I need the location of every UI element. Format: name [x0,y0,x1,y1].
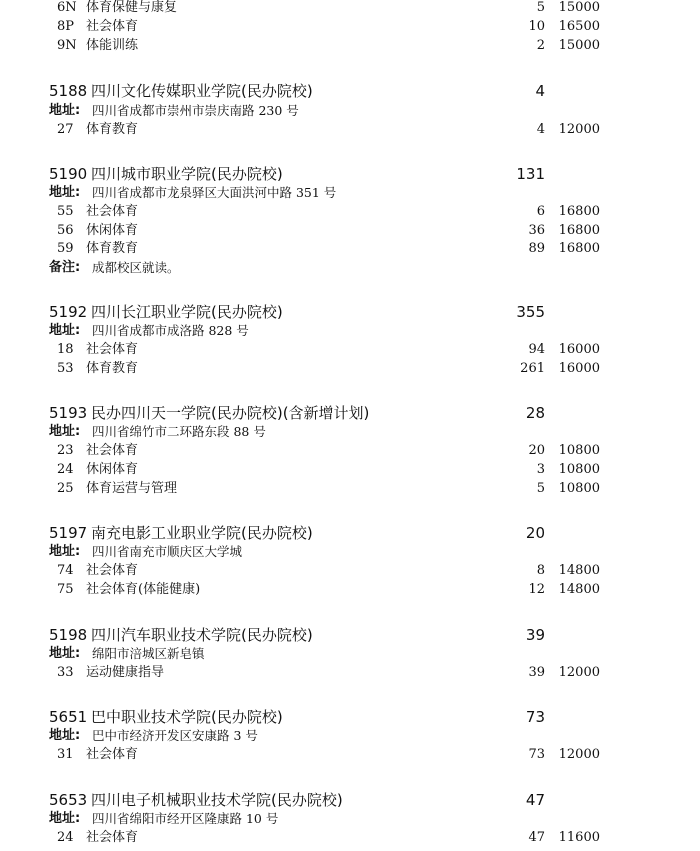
program-fee: 12000 [558,747,600,762]
address-label: 地址: [49,544,81,559]
school-name: 四川电子机械职业技术学院(民办院校) [91,791,343,809]
program-fee: 16500 [558,19,600,34]
school-code: 5188 [49,82,88,100]
address-value: 四川省南充市顺庆区大学城 [92,544,243,559]
school-header [0,708,700,726]
school-name: 四川汽车职业技术学院(民办院校) [91,626,313,644]
school-address [0,423,700,441]
program-name: 社会体育 [86,747,139,762]
program-fee: 10800 [558,443,600,458]
program-count: 20 [528,443,545,458]
address-label: 地址: [49,323,81,338]
school-header [0,82,700,100]
program-count: 261 [520,361,545,376]
program-fee: 16800 [558,204,600,219]
school-address [0,102,700,120]
program-code: 24 [57,462,74,477]
address-value: 四川省成都市龙泉驿区大面洪河中路 351 号 [92,185,337,200]
program-fee: 16800 [558,223,600,238]
program-name: 体能训练 [86,38,139,53]
program-count: 89 [528,241,545,256]
school-header [0,626,700,644]
program-row [0,37,700,55]
program-count: 6 [536,204,545,219]
school-note [0,259,700,277]
program-code: 25 [57,481,74,496]
school-header [0,524,700,542]
program-fee: 14800 [558,563,600,578]
address-label: 地址: [49,811,81,826]
address-value: 绵阳市涪城区新皂镇 [92,646,205,661]
program-count: 94 [528,342,545,357]
program-fee: 14800 [558,582,600,597]
program-code: 55 [57,204,74,219]
program-count: 10 [528,19,545,34]
program-count: 5 [536,0,545,15]
program-count: 73 [528,747,545,762]
program-name: 休闲体育 [86,462,139,477]
program-name: 休闲体育 [86,223,139,238]
note-label: 备注: [49,260,81,275]
program-code: 59 [57,241,74,256]
program-name: 社会体育 [86,19,139,34]
address-value: 四川省绵竹市二环路东段 88 号 [92,424,266,439]
school-name: 南充电影工业职业学院(民办院校) [91,524,313,542]
program-row [0,829,700,847]
program-code: 74 [57,563,74,578]
program-code: 9N [57,38,77,53]
school-total: 4 [535,82,545,100]
school-code: 5653 [49,791,88,809]
program-code: 56 [57,223,74,238]
school-total: 47 [525,791,545,809]
program-name: 体育教育 [86,241,139,256]
program-fee: 15000 [558,38,600,53]
program-code: 6N [57,0,77,15]
school-address [0,184,700,202]
program-row [0,240,700,258]
program-row [0,442,700,460]
program-row [0,581,700,599]
address-value: 四川省成都市成洛路 828 号 [92,323,249,338]
program-name: 体育保健与康复 [86,0,178,15]
program-code: 31 [57,747,74,762]
program-row [0,203,700,221]
program-fee: 16000 [558,361,600,376]
school-address [0,322,700,340]
program-code: 53 [57,361,74,376]
program-count: 12 [528,582,545,597]
program-fee: 16000 [558,342,600,357]
school-code: 5192 [49,303,88,321]
program-name: 体育运营与管理 [86,481,178,496]
program-row [0,121,700,139]
program-row [0,746,700,764]
program-row [0,341,700,359]
program-row [0,461,700,479]
program-code: 18 [57,342,74,357]
program-name: 社会体育 [86,563,139,578]
school-header [0,165,700,183]
program-name: 社会体育 [86,204,139,219]
program-count: 2 [536,38,545,53]
program-name: 体育教育 [86,122,139,137]
school-total: 73 [525,708,545,726]
school-code: 5198 [49,626,88,644]
school-total: 20 [525,524,545,542]
program-fee: 16800 [558,241,600,256]
program-count: 36 [528,223,545,238]
program-row [0,18,700,36]
school-header [0,404,700,422]
program-fee: 10800 [558,462,600,477]
school-header [0,303,700,321]
address-label: 地址: [49,185,81,200]
program-fee: 12000 [558,665,600,680]
school-name: 巴中职业技术学院(民办院校) [91,708,283,726]
address-value: 巴中市经济开发区安康路 3 号 [92,728,258,743]
program-code: 23 [57,443,74,458]
program-fee: 11600 [558,830,600,845]
program-row [0,0,700,17]
school-code: 5190 [49,165,88,183]
program-name: 社会体育(体能健康) [86,582,201,597]
program-name: 社会体育 [86,342,139,357]
program-row [0,360,700,378]
program-name: 运动健康指导 [86,665,165,680]
program-name: 社会体育 [86,443,139,458]
program-name: 社会体育 [86,830,139,845]
address-value: 四川省成都市崇州市崇庆南路 230 号 [92,103,299,118]
school-address [0,645,700,663]
address-label: 地址: [49,103,81,118]
school-total: 131 [516,165,545,183]
school-address [0,543,700,561]
note-value: 成都校区就读。 [92,260,180,275]
program-fee: 15000 [558,0,600,15]
school-address [0,727,700,745]
school-total: 355 [516,303,545,321]
school-code: 5193 [49,404,88,422]
school-total: 28 [525,404,545,422]
program-code: 24 [57,830,74,845]
program-count: 5 [536,481,545,496]
program-count: 39 [528,665,545,680]
program-count: 4 [536,122,545,137]
program-code: 33 [57,665,74,680]
program-count: 3 [536,462,545,477]
school-code: 5197 [49,524,88,542]
school-name: 四川文化传媒职业学院(民办院校) [91,82,313,100]
address-label: 地址: [49,728,81,743]
program-name: 体育教育 [86,361,139,376]
school-name: 四川长江职业学院(民办院校) [91,303,283,321]
program-count: 8 [536,563,545,578]
address-label: 地址: [49,646,81,661]
school-total: 39 [525,626,545,644]
program-count: 47 [528,830,545,845]
school-code: 5651 [49,708,88,726]
school-name: 民办四川天一学院(民办院校)(含新增计划) [91,404,370,422]
program-row [0,480,700,498]
program-fee: 10800 [558,481,600,496]
program-row [0,664,700,682]
program-code: 75 [57,582,74,597]
school-header [0,791,700,809]
program-code: 27 [57,122,74,137]
program-row [0,562,700,580]
program-fee: 12000 [558,122,600,137]
address-value: 四川省绵阳市经开区隆康路 10 号 [92,811,279,826]
address-label: 地址: [49,424,81,439]
school-name: 四川城市职业学院(民办院校) [91,165,283,183]
program-row [0,222,700,240]
school-address [0,810,700,828]
program-code: 8P [57,19,75,34]
